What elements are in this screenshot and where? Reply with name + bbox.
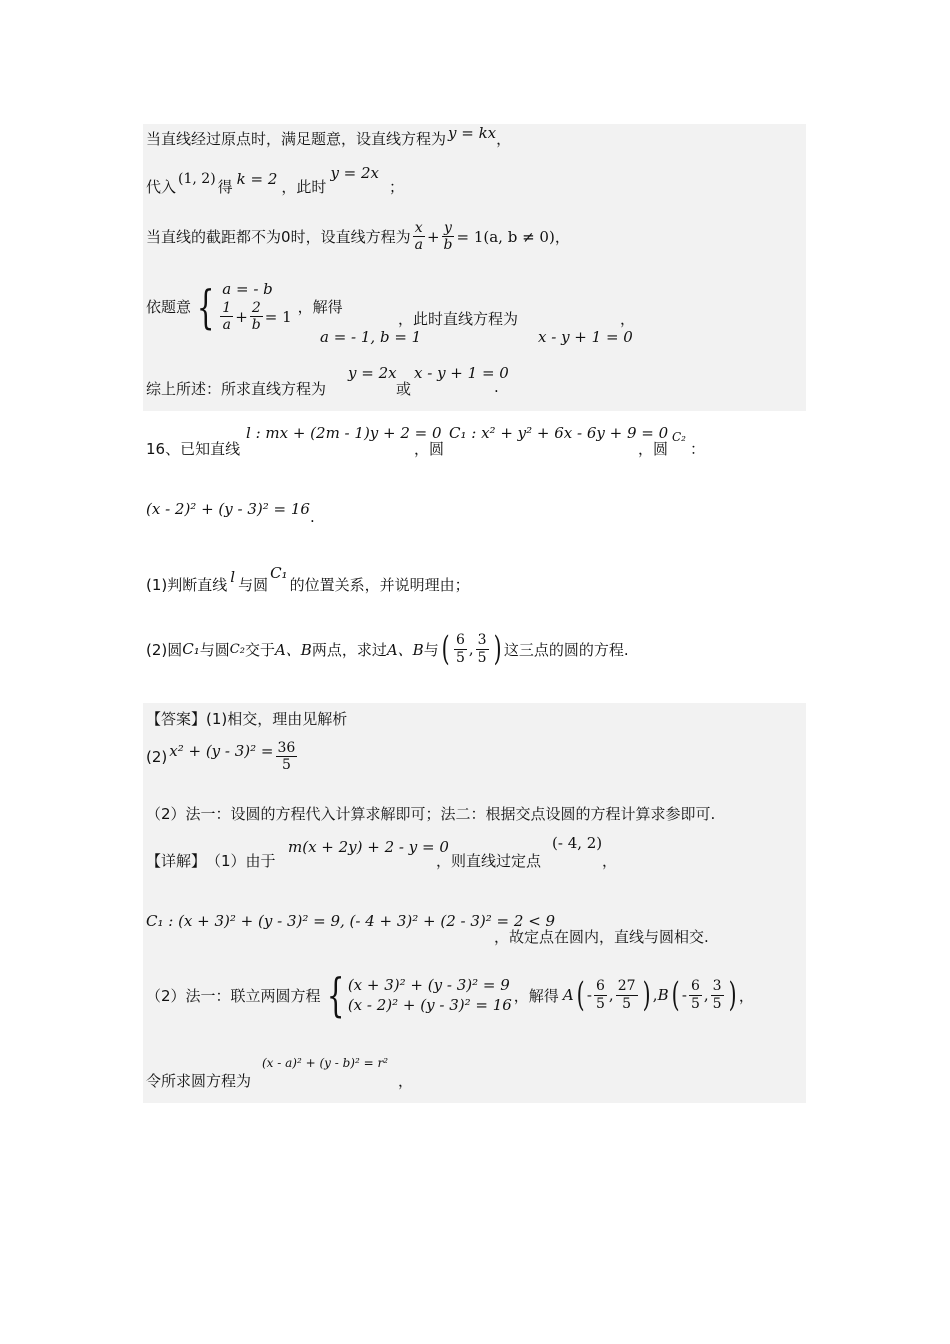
fraction: $\frac{36}{5}$ xyxy=(277,740,296,774)
fraction: $\frac{6}{5}$ xyxy=(690,978,700,1012)
text: 与 xyxy=(423,640,439,659)
solution-line-4-tail xyxy=(398,308,518,329)
text: ，故定点在圆内，直线与圆相交. xyxy=(494,928,709,946)
detail-label: 【详解】 xyxy=(146,852,207,870)
text: 代入 xyxy=(146,178,177,196)
math: k = 2 xyxy=(236,169,278,188)
math: x - y + 1 = 0 xyxy=(414,364,509,382)
text: （1）由于 xyxy=(206,852,276,870)
answer-label: 【答案】 xyxy=(146,710,207,728)
detail-line-1-c xyxy=(436,850,541,871)
math: (1, 2) xyxy=(178,170,216,187)
text: ，此时 xyxy=(281,178,327,196)
text: （2）法一：设圆的方程代入计算求解即可；法二：根据交点设圆的方程计算求参即可. xyxy=(146,805,716,823)
text: 交于 xyxy=(244,640,275,659)
text: 得 xyxy=(217,178,233,196)
text: ， xyxy=(620,310,636,328)
text: 依题意 xyxy=(146,298,192,317)
text: 16、已知直线 xyxy=(146,440,241,458)
text: (2)圆 xyxy=(146,640,183,659)
solution-line-5-end xyxy=(494,378,499,396)
solution-line-5-eq1 xyxy=(348,364,397,382)
math: A、B xyxy=(386,640,424,659)
problem-line-d xyxy=(690,438,705,459)
point-6-5-3-5: ( $\frac{6}{5}$ , $\frac{3}{5}$ ) xyxy=(441,629,502,669)
text: ，圆 xyxy=(638,440,669,458)
detail-line-4-eq xyxy=(262,1056,388,1070)
fraction: $\frac{3}{5}$ xyxy=(712,978,722,1012)
point-B: ( - $\frac{6}{5}$ , $\frac{3}{5}$ ) xyxy=(671,975,737,1015)
problem-line-eq xyxy=(246,424,442,442)
text: ，则直线过定点 xyxy=(436,852,542,870)
text: . xyxy=(309,508,315,526)
system-row-2: (x - 2)² + (y - 3)² = 16 xyxy=(347,996,512,1014)
text: (1)相交，理由见解析 xyxy=(206,710,348,728)
text: ，圆 xyxy=(414,440,445,458)
text: 或 xyxy=(396,380,412,398)
math: (- 4, 2) xyxy=(552,834,603,852)
text: 时，设直线方程为 xyxy=(290,228,411,247)
math: m(x + 2y) + 2 - y = 0 xyxy=(288,838,449,856)
solution-line-4 xyxy=(146,280,343,333)
math: + xyxy=(426,227,440,246)
solution-line-4-end xyxy=(620,308,635,329)
math: y = 2x xyxy=(348,364,397,382)
text: 当直线的截距都不为 xyxy=(146,228,282,247)
text: 0 xyxy=(281,227,291,246)
math: C₂ xyxy=(672,430,686,444)
math: B xyxy=(657,986,669,1004)
fraction: $\frac{6}{5}$ xyxy=(596,978,605,1012)
math: C₁ : x² + y² + 6x - 6y + 9 = 0 xyxy=(449,424,669,442)
text: 与圆 xyxy=(238,576,269,594)
detail-line-1-pt xyxy=(552,834,602,852)
problem-c2-eq xyxy=(146,500,315,526)
detail-line-1-end xyxy=(602,850,617,871)
solution-line-5 xyxy=(146,378,326,399)
text: 两点，求过 xyxy=(311,640,387,659)
text: ， xyxy=(602,852,618,870)
problem-line-c xyxy=(638,438,668,459)
detail-line-3: （2）法一：联立两圆方程 { (x + 3)² + (y - 3)² = 9 (x - 2)² + (y - 3)² = 16 ，解得 A ( - $\frac{6}{5}$ , $\frac{27}{5}$ ) , B ( - $\frac{6}{5}$ , $\frac{3}{5}$ ) ， xyxy=(146,968,754,1022)
text: ； xyxy=(389,178,405,196)
text: 综上所述：所求直线方程为 xyxy=(146,380,327,398)
text: 与圆 xyxy=(199,640,230,659)
system-row-2: $\frac{1}{a}$ + $\frac{2}{b}$ = 1 xyxy=(222,300,292,334)
fraction: $\frac{y}{b}$ xyxy=(443,220,453,254)
answer-line-3 xyxy=(146,803,715,824)
math: y = 2x xyxy=(330,163,380,182)
math: A、B xyxy=(274,640,312,659)
solution-line-3 xyxy=(146,220,570,253)
math: C₁ xyxy=(270,563,288,582)
text: 的位置关系，并说明理由； xyxy=(289,576,470,594)
problem-part-2 xyxy=(146,629,629,669)
math: C₂ xyxy=(229,641,245,657)
math: = 1(a, b ≠ 0) xyxy=(456,227,555,246)
point-A: ( - $\frac{6}{5}$ , $\frac{27}{5}$ ) xyxy=(576,975,651,1015)
answer-line-2 xyxy=(146,740,299,773)
problem-line-1 xyxy=(146,438,240,459)
fraction: $\frac{x}{a}$ xyxy=(414,220,423,254)
detail-line-2-b xyxy=(494,926,709,947)
math: x² + (y - 3)² = xyxy=(169,741,274,760)
math: C₁ xyxy=(182,640,200,658)
text: (2) xyxy=(146,747,168,766)
math: l xyxy=(230,567,236,586)
problem-c2 xyxy=(672,430,686,444)
detail-line-4 xyxy=(146,1070,251,1091)
system-row-1: (x + 3)² + (y - 3)² = 9 xyxy=(347,976,510,994)
math: C₁ : (x + 3)² + (y - 3)² = 9, (- 4 + 3)² + (2 - 3)² = 2 < 9 xyxy=(146,912,556,930)
text: (1)判断直线 xyxy=(146,576,228,594)
system-row-1: a = - b xyxy=(222,280,273,298)
text: （2）法一：联立两圆方程 xyxy=(146,986,321,1005)
solution-line-4-solution xyxy=(320,328,421,346)
math: (x - a)² + (y - b)² = r² xyxy=(262,1056,389,1070)
math: l : mx + (2m - 1)y + 2 = 0 xyxy=(246,424,442,442)
equation-system xyxy=(321,968,512,1022)
detail-line-1 xyxy=(146,850,276,871)
fraction: $\frac{6}{5}$ xyxy=(455,632,465,666)
problem-c1-eq xyxy=(449,424,668,442)
solution-line-2 xyxy=(146,163,405,196)
solution-line-5-or xyxy=(396,378,411,399)
text: ，此时直线方程为 xyxy=(398,310,519,328)
math: A xyxy=(562,986,574,1004)
brace: { xyxy=(196,279,215,334)
solution-line-4-line xyxy=(538,328,633,346)
text: ，解得 xyxy=(513,986,559,1005)
math: y = kx xyxy=(448,123,497,142)
text: 当直线经过原点时，满足题意，设直线方程为 xyxy=(146,130,447,148)
text: ， xyxy=(554,228,570,247)
text: 令所求圆方程为 xyxy=(146,1072,252,1090)
fraction: $\frac{2}{b}$ xyxy=(251,300,261,334)
equation-system xyxy=(191,280,292,333)
brace: { xyxy=(326,968,344,1022)
text: ， xyxy=(496,130,512,148)
fraction: $\frac{3}{5}$ xyxy=(477,632,487,666)
answer-line-1 xyxy=(146,708,347,729)
math: a = - 1, b = 1 xyxy=(320,328,422,346)
detail-line-4-end xyxy=(398,1070,413,1091)
math: (x - 2)² + (y - 3)² = 16 xyxy=(146,500,310,518)
text: . xyxy=(494,378,499,396)
text: 这三点的圆的方程. xyxy=(503,640,629,659)
problem-part-1 xyxy=(146,563,470,595)
text: ， xyxy=(398,1072,414,1090)
text: ， xyxy=(738,986,754,1005)
text: ： xyxy=(690,440,706,458)
detail-line-1-eq xyxy=(288,838,449,856)
solution-line-1 xyxy=(146,123,512,149)
math: x - y + 1 = 0 xyxy=(538,328,633,346)
fraction: $\frac{1}{a}$ xyxy=(222,300,232,334)
fraction: $\frac{27}{5}$ xyxy=(617,978,636,1012)
text: ，解得 xyxy=(297,298,343,317)
problem-line-b xyxy=(414,438,444,459)
